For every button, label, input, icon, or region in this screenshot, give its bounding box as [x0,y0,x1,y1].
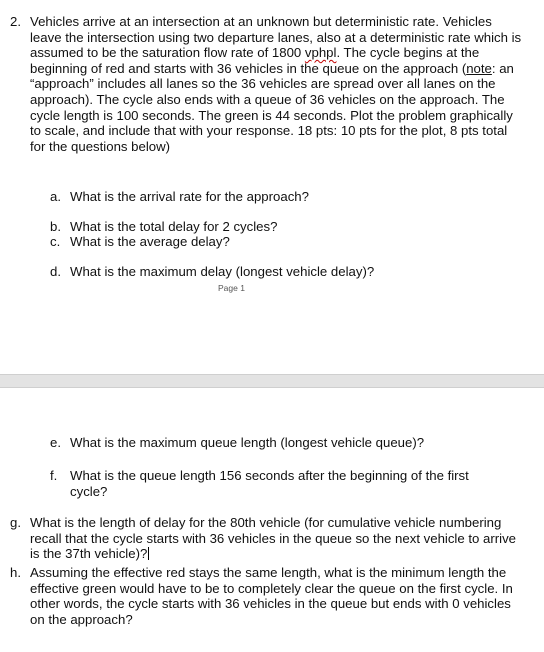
page-number-label: Page 1 [218,283,245,293]
question-number: 2. [10,14,21,29]
subquestion-d: d. What is the maximum delay (longest vehicle delay)? [50,264,375,279]
subquestion-e: e. What is the maximum queue length (longest vehicle queue)? [50,435,425,450]
subquestion-a: a. What is the arrival rate for the approach? [50,189,309,204]
page-separator [0,374,544,388]
document-page-2 [0,388,544,652]
subquestion-g: g. What is the length of delay for the 80th vehicle (for cumulative vehicle numbering recall that the cycle starts with 36 vehicles in the queue so the next vehicle to arrive is the 37th vehicle)? [10,515,516,562]
subquestion-b: b. What is the total delay for 2 cycles? [50,219,278,234]
subquestion-f: f. What is the queue length 156 seconds after the beginning of the first cycle? [50,468,469,499]
question-2 [10,14,525,154]
subquestion-c: c. What is the average delay? [50,234,230,249]
subquestion-h: h. Assuming the effective red stays the same length, what is the minimum length the effective green would have to be to completely clear the queue on the first cycle. In other words, the cycle starts with 36 vehicles in the queue but ends with 0 vehicles on the approach? [10,565,513,627]
note-label: note [466,60,492,76]
question-2-body: Vehicles arrive at an intersection at an unknown but deterministic rate. Vehicles leave the intersection using two departure lanes, also at a deterministic rate which is assumed to be the saturation flow rate of 1800 vphpl. The cycle begins at the beginning of red and starts with 36 vehicles in the queue on the approach (note: an “approach” includes all lanes so the 36 vehicles are spread over all lanes on the approach). The cycle also ends with a queue of 36 vehicles on the approach. The cycle length is 100 seconds. The green is 44 seconds. Plot the problem graphically to scale, and include that with your response. 18 pts: 10 pts for the plot, 8 pts total for the questions below) [30,14,522,154]
text-cursor [148,547,149,560]
spellcheck-word[interactable]: vphpl [304,45,337,61]
